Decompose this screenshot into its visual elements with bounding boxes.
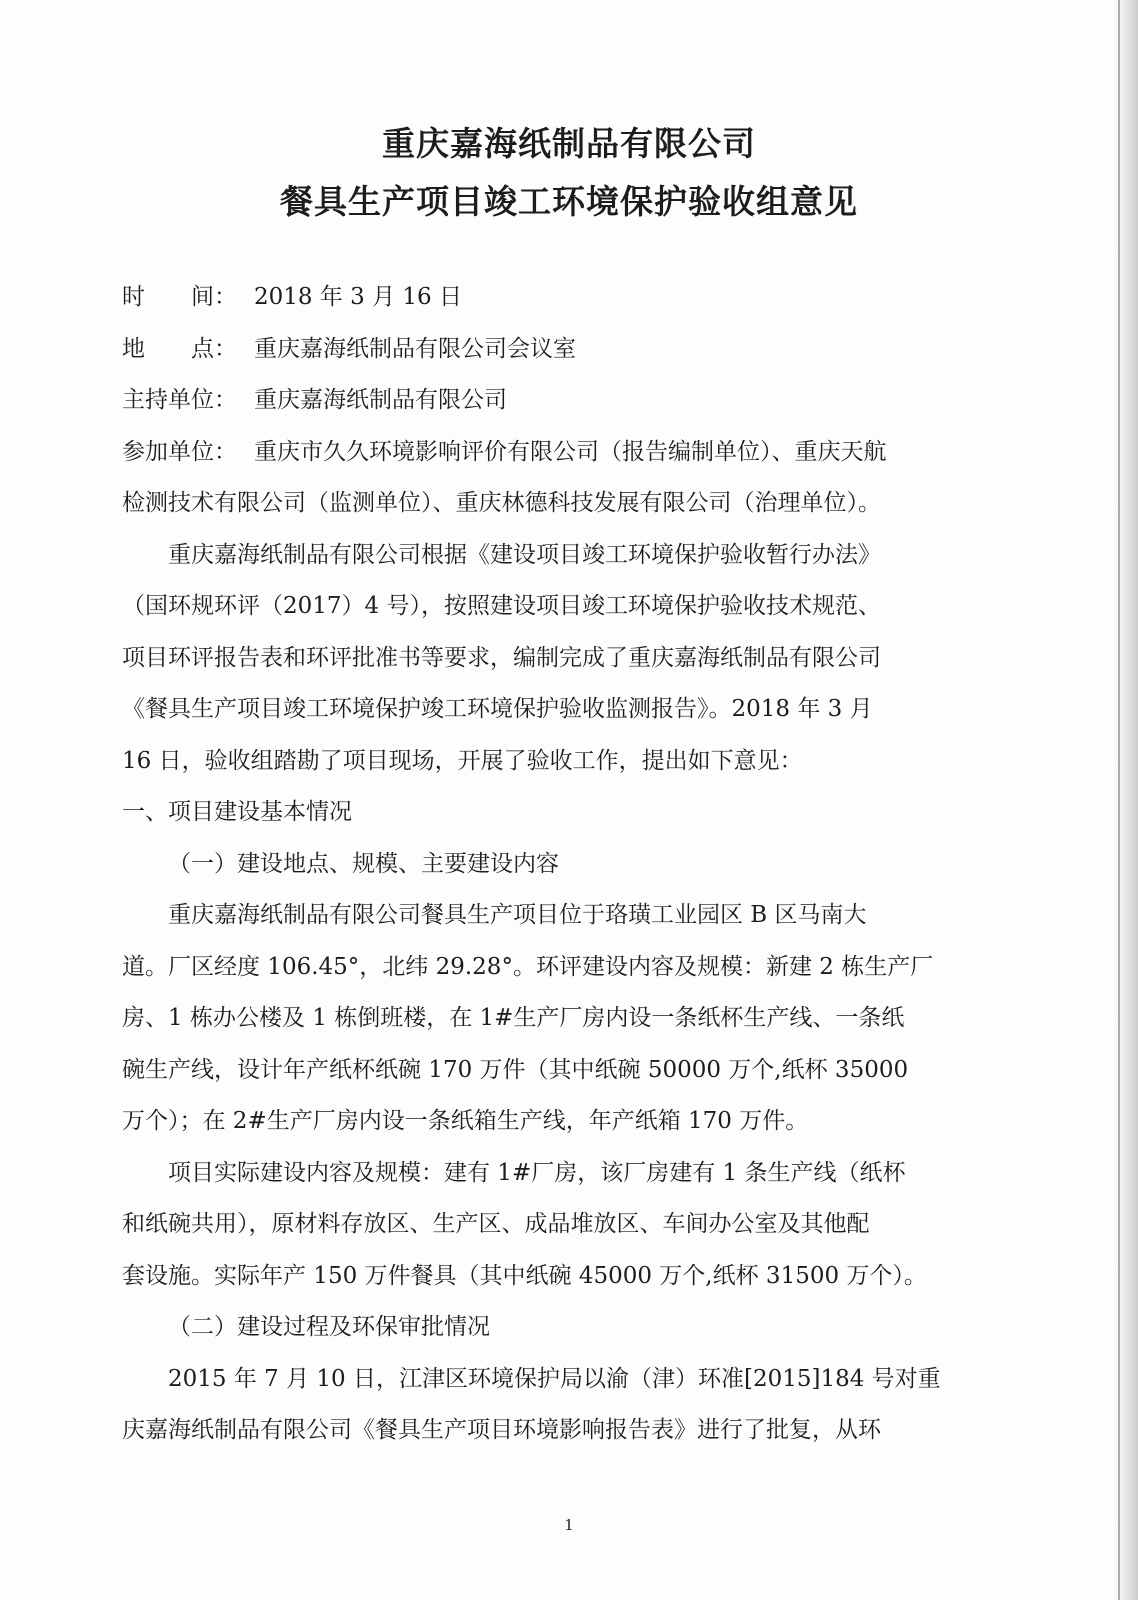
paragraph-line: 2015 年 7 月 10 日，江津区环境保护局以渝（津）环准[2015]184 号对重: [168, 1365, 941, 1392]
meta-participants-value: 重庆市久久环境影响评价有限公司（报告编制单位）、重庆天航: [254, 438, 887, 465]
paragraph-line: 庆嘉海纸制品有限公司《餐具生产项目环境影响报告表》进行了批复，从环: [122, 1417, 881, 1443]
meta-participants-continued: 检测技术有限公司（监测单位）、重庆林德科技发展有限公司（治理单位）。: [122, 490, 881, 516]
document-title: [0, 118, 1138, 234]
meta-host-label: 主持单位：: [122, 387, 237, 413]
intro-line: 16 日，验收组踏勘了项目现场，开展了验收工作，提出如下意见：: [122, 747, 803, 774]
section-heading: 一、项目建设基本情况: [122, 799, 352, 825]
paragraph-line: 万个）；在 2#生产厂房内设一条纸箱生产线，年产纸箱 170 万件。: [122, 1108, 809, 1134]
meta-place-value: 重庆嘉海纸制品有限公司会议室: [254, 335, 576, 362]
title-company: 重庆嘉海纸制品有限公司: [382, 124, 756, 163]
meta-time-label: 时 间：: [122, 284, 237, 310]
title-subject: 餐具生产项目竣工环境保护验收组意见: [280, 182, 858, 221]
page-number: 1: [564, 1516, 574, 1534]
paragraph-line: 套设施。实际年产 150 万件餐具（其中纸碗 45000 万个,纸杯 31500 万个）。: [122, 1262, 927, 1289]
subsection-heading: （一）建设地点、规模、主要建设内容: [168, 850, 559, 877]
intro-line: 重庆嘉海纸制品有限公司根据《建设项目竣工环境保护验收暂行办法》: [168, 541, 881, 568]
meta-host-value: 重庆嘉海纸制品有限公司: [254, 387, 507, 413]
paragraph-line: 道。厂区经度 106.45°，北纬 29.28°。环评建设内容及规模：新建 2 栋生产厂: [122, 953, 934, 980]
meta-time: [122, 272, 1002, 324]
meta-place: [122, 324, 1002, 376]
meta-participants-label: 参加单位：: [122, 438, 237, 465]
meta-host: [122, 375, 1002, 427]
paragraph-line: 项目实际建设内容及规模：建有 1#厂房，该厂房建有 1 条生产线（纸杯: [168, 1159, 906, 1186]
intro-line: 项目环评报告表和环评批准书等要求，编制完成了重庆嘉海纸制品有限公司: [122, 644, 881, 671]
meta-place-label: 地 点：: [122, 335, 237, 362]
scan-edge-line: [1118, 0, 1120, 1600]
paragraph-line: 和纸碗共用），原材料存放区、生产区、成品堆放区、车间办公室及其他配: [122, 1211, 870, 1237]
meta-time-value: 2018 年 3 月 16 日: [254, 284, 462, 310]
paragraph-line: 房、1 栋办公楼及 1 栋倒班楼，在 1#生产厂房内设一条纸杯生产线、一条纸: [122, 1005, 905, 1031]
intro-line: 《餐具生产项目竣工环境保护竣工环境保护验收监测报告》。2018 年 3 月: [122, 696, 873, 722]
paragraph-line: 碗生产线，设计年产纸杯纸碗 170 万件（其中纸碗 50000 万个,纸杯 35000: [122, 1056, 909, 1083]
meta-participants: [122, 427, 1002, 479]
paragraph-line: 重庆嘉海纸制品有限公司餐具生产项目位于珞璜工业园区 B 区马南大: [168, 902, 867, 928]
subsection-heading: （二）建设过程及环保审批情况: [168, 1314, 490, 1340]
document-body: [122, 272, 1002, 1457]
scan-shadow-edge: [1112, 0, 1138, 1600]
intro-line: （国环规环评（2017）4 号），按照建设项目竣工环境保护验收技术规范、: [122, 593, 881, 619]
